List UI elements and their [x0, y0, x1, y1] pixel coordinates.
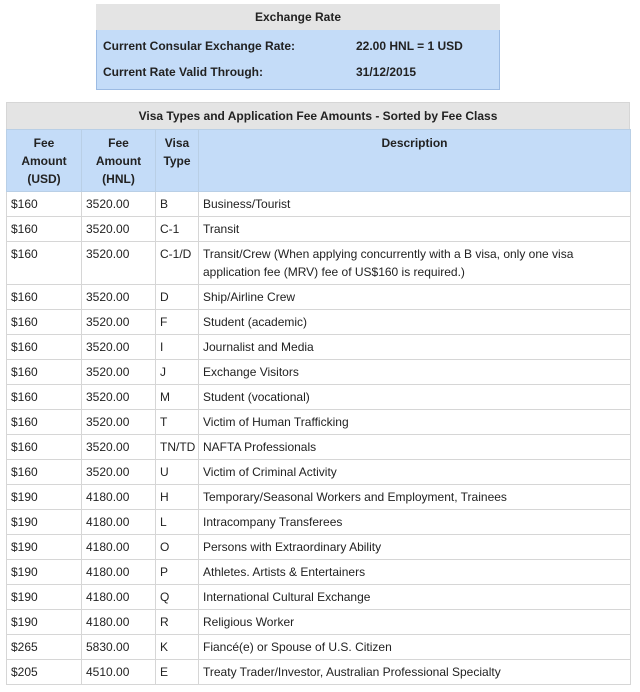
fee-usd-cell: $160 [7, 410, 82, 435]
table-row [7, 217, 631, 242]
fee-hnl-cell: 4180.00 [82, 585, 156, 610]
visa-type-cell: J [156, 360, 199, 385]
fee-hnl-cell: 4180.00 [82, 510, 156, 535]
table-row [7, 435, 631, 460]
fee-usd-cell: $190 [7, 585, 82, 610]
header-fee-usd: Fee Amount (USD) [7, 130, 82, 192]
description-cell: NAFTA Professionals [199, 435, 631, 460]
exchange-rate-row [97, 33, 499, 59]
description-cell: Student (academic) [199, 310, 631, 335]
fee-usd-cell: $160 [7, 360, 82, 385]
description-cell: International Cultural Exchange [199, 585, 631, 610]
description-cell: Temporary/Seasonal Workers and Employment, Trainees [199, 485, 631, 510]
fee-hnl-cell: 3520.00 [82, 217, 156, 242]
description-cell: Journalist and Media [199, 335, 631, 360]
visa-type-cell: Q [156, 585, 199, 610]
description-cell: Fiancé(e) or Spouse of U.S. Citizen [199, 635, 631, 660]
description-cell: Transit [199, 217, 631, 242]
table-row [7, 192, 631, 217]
fee-hnl-cell: 3520.00 [82, 192, 156, 217]
visa-type-cell: E [156, 660, 199, 685]
fee-hnl-cell: 3520.00 [82, 360, 156, 385]
visa-type-cell: U [156, 460, 199, 485]
fee-usd-cell: $265 [7, 635, 82, 660]
visa-type-cell: O [156, 535, 199, 560]
fee-hnl-cell: 4180.00 [82, 560, 156, 585]
fee-hnl-cell: 3520.00 [82, 460, 156, 485]
exchange-rate-title: Exchange Rate [96, 4, 500, 30]
description-cell: Religious Worker [199, 610, 631, 635]
fee-usd-cell: $160 [7, 192, 82, 217]
visa-table-body [7, 192, 631, 685]
description-cell: Victim of Human Trafficking [199, 410, 631, 435]
table-row [7, 385, 631, 410]
table-row [7, 410, 631, 435]
fee-hnl-cell: 3520.00 [82, 335, 156, 360]
exchange-rate-label: Current Consular Exchange Rate: [103, 39, 296, 53]
table-row [7, 510, 631, 535]
table-row [7, 285, 631, 310]
fee-usd-cell: $190 [7, 535, 82, 560]
visa-type-cell: B [156, 192, 199, 217]
header-visa-type: Visa Type [156, 130, 199, 192]
fee-usd-cell: $190 [7, 510, 82, 535]
visa-type-cell: C-1/D [156, 242, 199, 285]
fee-usd-cell: $160 [7, 217, 82, 242]
fee-hnl-cell: 3520.00 [82, 435, 156, 460]
visa-type-cell: P [156, 560, 199, 585]
description-cell: Persons with Extraordinary Ability [199, 535, 631, 560]
fee-usd-cell: $190 [7, 610, 82, 635]
visa-type-cell: H [156, 485, 199, 510]
fee-hnl-cell: 5830.00 [82, 635, 156, 660]
exchange-rate-box [96, 4, 500, 90]
description-cell: Victim of Criminal Activity [199, 460, 631, 485]
fee-usd-cell: $160 [7, 460, 82, 485]
exchange-rate-value: 22.00 HNL = 1 USD [356, 39, 463, 53]
visa-type-cell: L [156, 510, 199, 535]
fee-hnl-cell: 4510.00 [82, 660, 156, 685]
valid-through-label: Current Rate Valid Through: [103, 65, 264, 79]
fee-hnl-cell: 4180.00 [82, 610, 156, 635]
table-row [7, 585, 631, 610]
visa-type-cell: I [156, 335, 199, 360]
visa-fee-section [6, 102, 630, 685]
visa-type-cell: K [156, 635, 199, 660]
table-row [7, 535, 631, 560]
fee-hnl-cell: 4180.00 [82, 535, 156, 560]
description-cell: Business/Tourist [199, 192, 631, 217]
table-row [7, 460, 631, 485]
fee-usd-cell: $160 [7, 435, 82, 460]
fee-usd-cell: $190 [7, 485, 82, 510]
table-row [7, 660, 631, 685]
description-cell: Student (vocational) [199, 385, 631, 410]
fee-usd-cell: $160 [7, 335, 82, 360]
visa-type-cell: F [156, 310, 199, 335]
description-cell: Transit/Crew (When applying concurrently with a B visa, only one visa application fee (MRV) fee of US$160 is required.) [199, 242, 631, 285]
table-row [7, 335, 631, 360]
fee-hnl-cell: 3520.00 [82, 242, 156, 285]
fee-hnl-cell: 3520.00 [82, 310, 156, 335]
visa-fee-table [6, 129, 631, 685]
fee-usd-cell: $190 [7, 560, 82, 585]
table-row [7, 560, 631, 585]
description-cell: Ship/Airline Crew [199, 285, 631, 310]
valid-through-row [97, 59, 499, 85]
fee-usd-cell: $160 [7, 385, 82, 410]
table-row [7, 310, 631, 335]
table-row [7, 485, 631, 510]
exchange-rate-body [96, 30, 500, 90]
description-cell: Intracompany Transferees [199, 510, 631, 535]
header-description: Description [199, 130, 631, 192]
fee-hnl-cell: 4180.00 [82, 485, 156, 510]
fee-usd-cell: $160 [7, 310, 82, 335]
valid-through-value: 31/12/2015 [356, 65, 417, 79]
description-cell: Athletes. Artists & Entertainers [199, 560, 631, 585]
table-row [7, 242, 631, 285]
visa-table-header-row [7, 130, 631, 192]
description-cell: Treaty Trader/Investor, Australian Professional Specialty [199, 660, 631, 685]
fee-usd-cell: $205 [7, 660, 82, 685]
fee-hnl-cell: 3520.00 [82, 410, 156, 435]
visa-type-cell: C-1 [156, 217, 199, 242]
fee-usd-cell: $160 [7, 285, 82, 310]
visa-type-cell: TN/TD [156, 435, 199, 460]
table-row [7, 635, 631, 660]
fee-hnl-cell: 3520.00 [82, 385, 156, 410]
visa-type-cell: D [156, 285, 199, 310]
table-row [7, 610, 631, 635]
description-cell: Exchange Visitors [199, 360, 631, 385]
visa-table-title: Visa Types and Application Fee Amounts - Sorted by Fee Class [6, 102, 630, 129]
visa-type-cell: M [156, 385, 199, 410]
header-fee-hnl: Fee Amount (HNL) [82, 130, 156, 192]
fee-hnl-cell: 3520.00 [82, 285, 156, 310]
fee-usd-cell: $160 [7, 242, 82, 285]
visa-type-cell: T [156, 410, 199, 435]
visa-type-cell: R [156, 610, 199, 635]
table-row [7, 360, 631, 385]
